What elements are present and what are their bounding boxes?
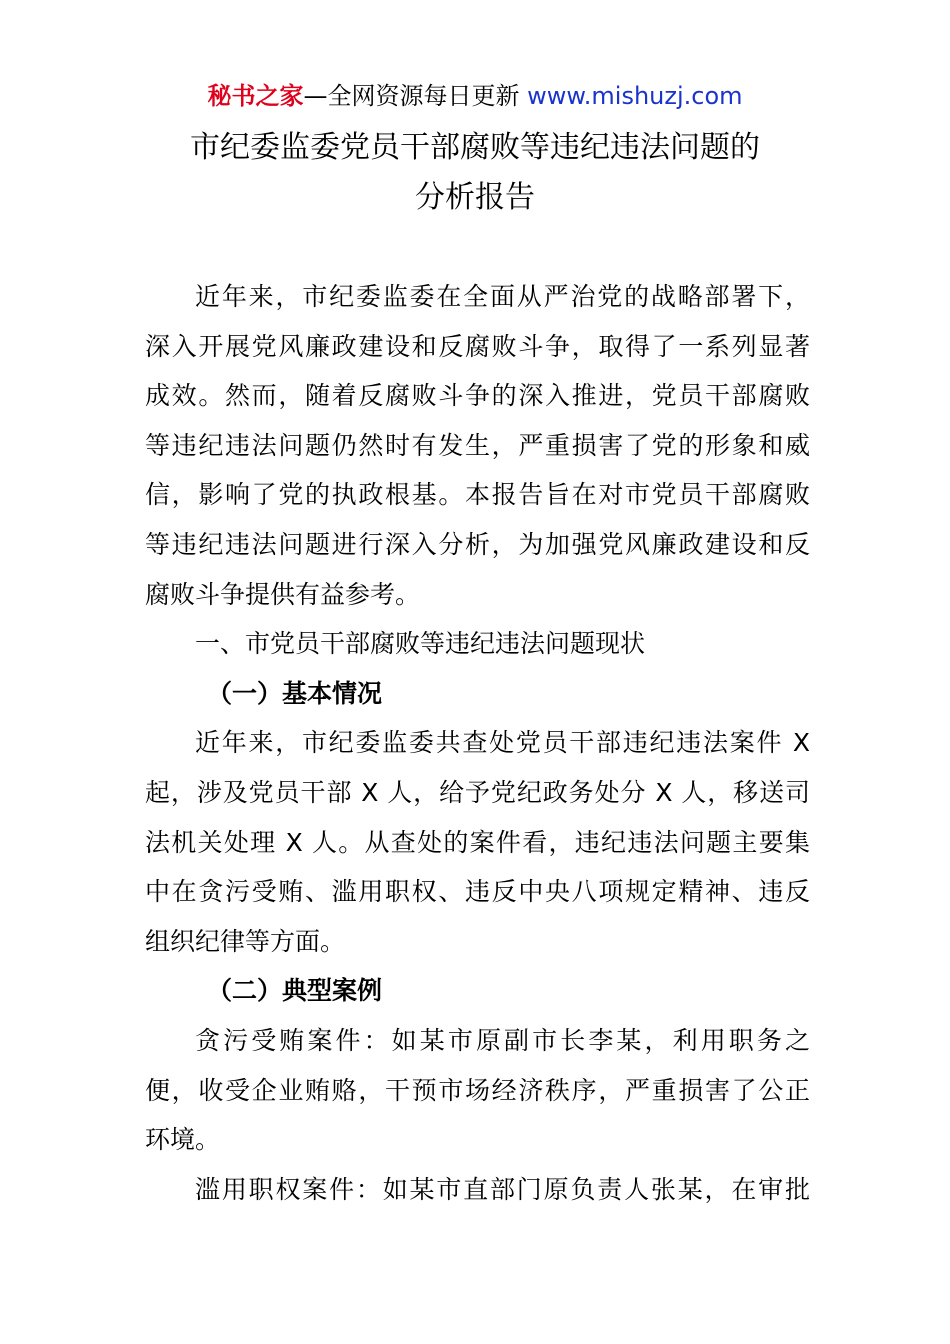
paragraph-line: 贪污受贿案件：如某市原副市长李某，利用职务之 [195, 1025, 810, 1055]
paragraph-line: 成效。然而，随着反腐败斗争的深入推进，党员干部腐败 [145, 381, 810, 411]
document-body [145, 272, 810, 1214]
paragraph-line: 法机关处理 X 人。从查处的案件看，违纪违法问题主要集 [145, 827, 810, 857]
paragraph-line: 信，影响了党的执政根基。本报告旨在对市党员干部腐败 [145, 480, 810, 510]
document-title-line-2: 分析报告 [415, 180, 535, 215]
paragraph-line: 近年来，市纪委监委在全面从严治党的战略部署下， [195, 282, 810, 311]
banner-brand: 秘书之家 [207, 82, 304, 110]
paragraph-line: 等违纪违法问题仍然时有发生，严重损害了党的形象和威 [145, 430, 810, 460]
subsection-heading: （二）典型案例 [207, 976, 383, 1006]
paragraph-line: 近年来，市纪委监委共查处党员干部违纪违法案件 X [195, 728, 810, 758]
banner-tagline: —全网资源每日更新 [303, 82, 528, 110]
section-heading: 一、市党员干部腐败等违纪违法问题现状 [195, 629, 646, 659]
site-banner [0, 80, 950, 112]
banner-url-link[interactable]: www.mishuzj.com [527, 82, 743, 110]
paragraph-line: 腐败斗争提供有益参考。 [145, 579, 421, 609]
paragraph-line: 便，收受企业贿赂，干预市场经济秩序，严重损害了公正 [145, 1075, 810, 1105]
paragraph-line: 等违纪违法问题进行深入分析，为加强党风廉政建设和反 [145, 529, 810, 559]
subsection-heading: （一）基本情况 [207, 678, 383, 708]
paragraph-line: 起，涉及党员干部 X 人，给予党纪政务处分 X 人，移送司 [145, 777, 810, 807]
paragraph-line: 滥用职权案件：如某市直部门原负责人张某，在审批 [195, 1174, 810, 1204]
document-title-line-1: 市纪委监委党员干部腐败等违纪违法问题的 [190, 130, 760, 165]
paragraph-line: 中在贪污受贿、滥用职权、违反中央八项规定精神、违反 [145, 877, 810, 907]
paragraph-line: 组织纪律等方面。 [145, 926, 346, 956]
paragraph-line: 环境。 [145, 1125, 221, 1155]
paragraph-line: 深入开展党风廉政建设和反腐败斗争，取得了一系列显著 [145, 331, 810, 361]
